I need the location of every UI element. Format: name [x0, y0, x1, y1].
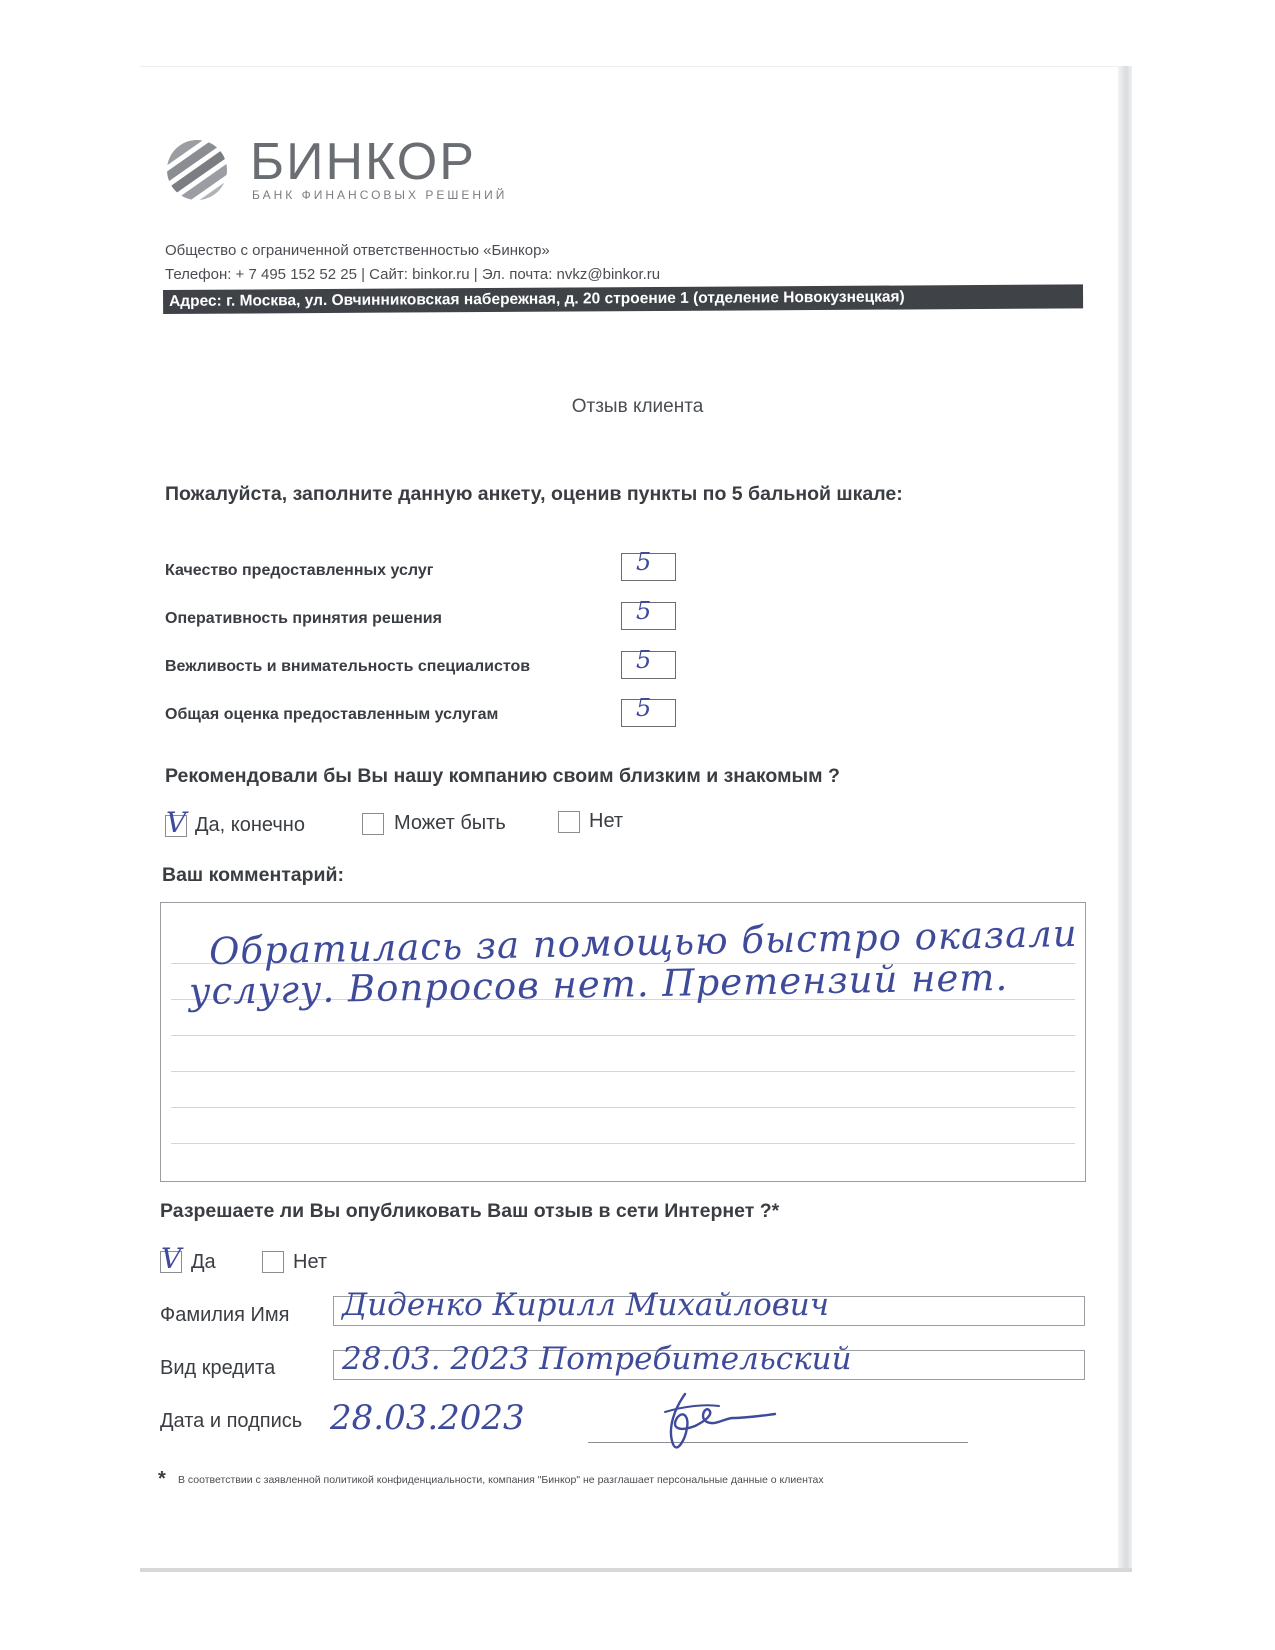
name-field[interactable] — [333, 1287, 1085, 1326]
name-value: Диденко Кирилл Михайлович — [342, 1287, 830, 1323]
footnote-text: В соответствии с заявленной политикой конфиденциальности, компания "Бинкор" не разглашает персональные данные о клиентах — [178, 1474, 824, 1486]
comment-ruling-line — [171, 1071, 1075, 1072]
recommend-yes-checkbox[interactable] — [165, 806, 187, 839]
footnote-asterisk: * — [158, 1468, 166, 1490]
sheet-shadow-edge — [1118, 66, 1132, 1572]
address-text: Адрес: г. Москва, ул. Овчинниковская набережная, д. 20 строение 1 (отделение Новокузнецкая) — [169, 288, 905, 310]
rating-box-quality[interactable] — [621, 548, 676, 581]
recommend-no-checkbox[interactable] — [558, 811, 580, 833]
date-value: 28.03.2023 — [330, 1398, 525, 1438]
rating-box-speed[interactable] — [621, 597, 676, 630]
rating-value-quality: 5 — [636, 548, 652, 576]
logo-sphere-icon — [165, 138, 229, 202]
comment-text-line-2: услугу. Вопросов нет. Претензий нет. — [188, 955, 1009, 1014]
comment-label: Ваш комментарий: — [162, 864, 345, 886]
recommend-yes-check-mark: V — [166, 806, 187, 839]
publish-yes-label: Да — [191, 1251, 216, 1273]
rating-value-politeness: 5 — [636, 646, 652, 674]
recommend-yes-label: Да, конечно — [195, 814, 305, 836]
rating-box-politeness[interactable] — [621, 646, 676, 679]
name-label: Фамилия Имя — [160, 1304, 290, 1326]
rating-value-overall: 5 — [636, 694, 652, 722]
comment-ruling-line — [171, 1107, 1075, 1108]
rating-label-overall: Общая оценка предоставленным услугам — [165, 706, 499, 723]
comment-ruling-line — [171, 1143, 1075, 1144]
publish-no-checkbox[interactable] — [262, 1251, 284, 1273]
date-signature-label: Дата и подпись — [160, 1410, 303, 1432]
publish-no-label: Нет — [293, 1251, 328, 1273]
publish-yes-checkbox[interactable] — [160, 1242, 182, 1275]
credit-type-field[interactable] — [333, 1341, 1085, 1380]
company-logo — [165, 133, 585, 208]
rating-label-politeness: Вежливость и внимательность специалистов — [165, 658, 531, 675]
credit-type-value: 28.03. 2023 Потребительский — [342, 1341, 852, 1377]
logo-tagline: БАНК ФИНАНСОВЫХ РЕШЕНИЙ — [252, 188, 508, 202]
rating-question: Пожалуйста, заполните данную анкету, оценив пункты по 5 бальной шкале: — [165, 483, 903, 505]
document-title: Отзыв клиента — [571, 396, 704, 417]
publish-question: Разрешаете ли Вы опубликовать Ваш отзыв в сети Интернет ?* — [160, 1200, 780, 1222]
recommend-maybe-label: Может быть — [394, 812, 506, 834]
publish-yes-check-mark: V — [161, 1242, 182, 1275]
rating-label-quality: Качество предоставленных услуг — [165, 562, 434, 579]
logo-name: БИНКОР — [250, 133, 476, 191]
comment-text-line-1: Обратилась за помощью быстро оказали — [208, 911, 1079, 974]
signature-mark — [655, 1388, 785, 1460]
organization-name: Общество с ограниченной ответственностью «Бинкор» — [165, 242, 550, 259]
rating-box-overall[interactable] — [621, 694, 676, 727]
recommend-question: Рекомендовали бы Вы нашу компанию своим близким и знакомым ? — [165, 765, 840, 787]
recommend-no-label: Нет — [589, 810, 624, 832]
comment-ruling-line — [171, 1035, 1075, 1036]
comment-textarea[interactable] — [160, 902, 1086, 1182]
credit-type-label: Вид кредита — [160, 1357, 276, 1379]
recommend-maybe-checkbox[interactable] — [362, 813, 384, 835]
rating-value-speed: 5 — [636, 597, 652, 625]
contacts-line: Телефон: + 7 495 152 52 25 | Сайт: binkor.ru | Эл. почта: nvkz@binkor.ru — [165, 266, 661, 283]
sheet-bottom-edge — [140, 1568, 1132, 1572]
rating-label-speed: Оперативность принятия решения — [165, 610, 442, 627]
